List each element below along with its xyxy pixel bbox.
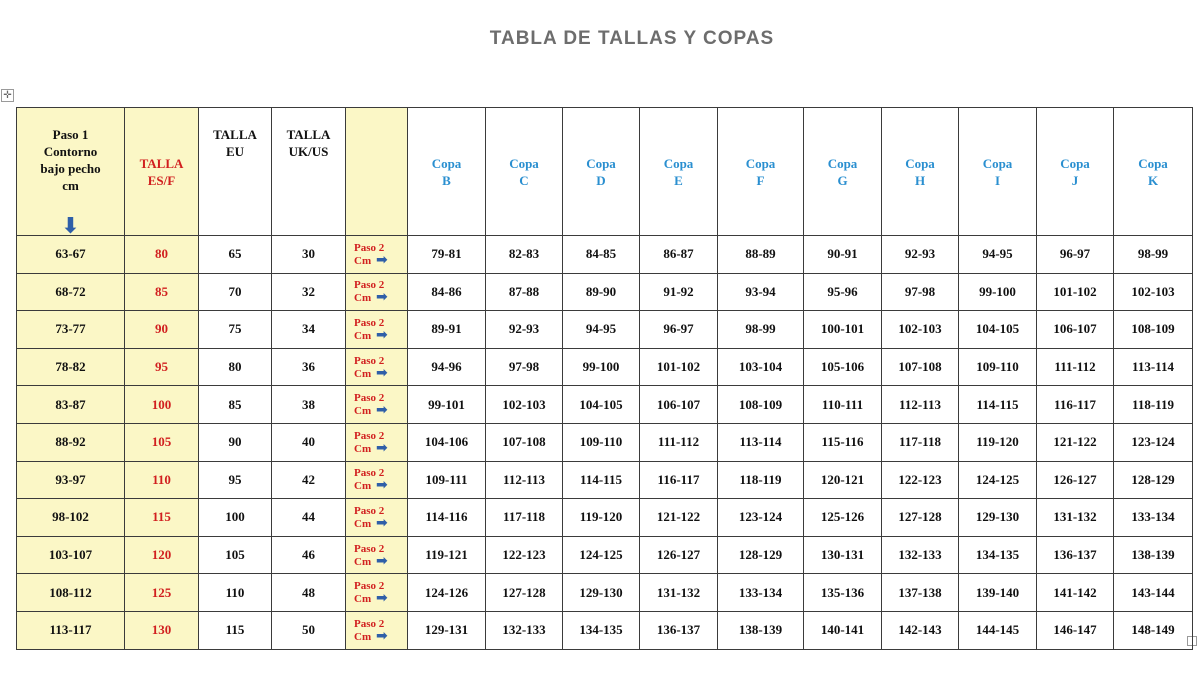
cup-cell: 87-88	[486, 273, 563, 311]
talla-eu-cell: 100	[199, 499, 272, 537]
paso2-label: Paso 2	[354, 429, 385, 442]
paso2-cm-label: Cm	[354, 480, 372, 493]
cup-cell: 144-145	[959, 611, 1037, 649]
cup-cell: 107-108	[882, 348, 959, 386]
cup-cell: 103-104	[718, 348, 804, 386]
header-contorno-label	[17, 126, 124, 194]
cup-cell: 82-83	[486, 236, 563, 274]
cup-cell: 86-87	[640, 236, 718, 274]
header-copa-label	[563, 155, 639, 189]
paso2-cm-label: Cm	[354, 517, 372, 530]
cup-cell: 102-103	[882, 311, 959, 349]
cup-cell: 108-109	[718, 386, 804, 424]
header-line: ES/F	[147, 172, 176, 188]
talla-es-cell: 110	[125, 461, 199, 499]
contorno-cell: 103-107	[17, 536, 125, 574]
cup-cell: 125-126	[804, 499, 882, 537]
cup-cell: 102-103	[486, 386, 563, 424]
cup-cell: 90-91	[804, 236, 882, 274]
cup-cell: 115-116	[804, 423, 882, 461]
cup-cell: 97-98	[486, 348, 563, 386]
header-copa-label	[882, 155, 958, 189]
paso2-cell	[346, 423, 408, 461]
header-contorno	[17, 108, 125, 239]
cup-cell: 92-93	[882, 236, 959, 274]
cup-cell: 129-131	[408, 611, 486, 649]
paso2-cell	[346, 536, 408, 574]
cup-cell: 97-98	[882, 273, 959, 311]
talla-es-cell: 95	[125, 348, 199, 386]
cup-cell: 128-129	[1114, 461, 1193, 499]
cup-cell: 117-118	[486, 499, 563, 537]
cup-cell: 123-124	[718, 499, 804, 537]
talla-uk-cell: 32	[272, 273, 346, 311]
cup-cell: 79-81	[408, 236, 486, 274]
paso2-cell	[346, 499, 408, 537]
header-copa	[1037, 108, 1114, 236]
header-copa	[959, 108, 1037, 236]
cup-cell: 128-129	[718, 536, 804, 574]
cup-cell: 89-90	[563, 273, 640, 311]
cup-cell: 106-107	[640, 386, 718, 424]
paso2-cm	[354, 552, 407, 569]
talla-eu-cell: 105	[199, 536, 272, 574]
paso2-cm-label: Cm	[354, 555, 372, 568]
header-copa-label	[1114, 155, 1192, 189]
talla-eu-cell: 85	[199, 386, 272, 424]
header-copa	[718, 108, 804, 236]
cup-cell: 99-100	[563, 348, 640, 386]
paso2-cm	[354, 627, 407, 644]
paso2-label: Paso 2	[354, 316, 385, 329]
paso2-label: Paso 2	[354, 392, 385, 405]
cup-cell: 113-114	[1114, 348, 1193, 386]
paso2-cm	[354, 404, 407, 417]
talla-eu-cell: 95	[199, 461, 272, 499]
cup-cell: 126-127	[640, 536, 718, 574]
paso2-label: Paso 2	[354, 279, 385, 292]
header-line: Copa	[982, 155, 1013, 171]
cup-cell: 123-124	[1114, 423, 1193, 461]
header-talla-es-label	[125, 155, 198, 189]
table-row	[17, 423, 1193, 461]
contorno-cell: 88-92	[17, 423, 125, 461]
header-line: bajo pecho	[40, 161, 101, 176]
cup-cell: 148-149	[1114, 611, 1193, 649]
cup-cell: 136-137	[1037, 536, 1114, 574]
cup-cell: 105-106	[804, 348, 882, 386]
paso2-label: Paso 2	[354, 467, 385, 480]
talla-es-cell: 90	[125, 311, 199, 349]
talla-eu-cell: 70	[199, 273, 272, 311]
paso2-cell	[346, 236, 408, 274]
paso2-cm-label: Cm	[354, 329, 372, 342]
cup-cell: 127-128	[882, 499, 959, 537]
header-talla-eu-label	[199, 126, 271, 160]
cup-cell: 129-130	[563, 574, 640, 612]
header-talla-es	[125, 108, 199, 236]
contorno-cell: 108-112	[17, 574, 125, 612]
cup-cell: 121-122	[640, 499, 718, 537]
cup-cell: 109-110	[563, 423, 640, 461]
talla-es-cell: 120	[125, 536, 199, 574]
table-row	[17, 311, 1193, 349]
cup-cell: 113-114	[718, 423, 804, 461]
table-row	[17, 611, 1193, 649]
header-line: C	[519, 172, 529, 188]
header-copa	[486, 108, 563, 236]
cup-cell: 133-134	[1114, 499, 1193, 537]
table-row	[17, 499, 1193, 537]
header-copa-label	[959, 155, 1036, 189]
header-line: K	[1147, 172, 1159, 188]
header-line: Copa	[745, 155, 776, 171]
right-arrow-icon: ➡	[371, 590, 388, 607]
cup-cell: 133-134	[718, 574, 804, 612]
paso2-cm-label: Cm	[354, 405, 372, 418]
table-row	[17, 348, 1193, 386]
paso2-cm-label: Cm	[354, 442, 372, 455]
paso2-label: Paso 2	[354, 354, 385, 367]
cup-cell: 140-141	[804, 611, 882, 649]
header-line: cm	[62, 178, 79, 193]
cup-cell: 109-110	[959, 348, 1037, 386]
talla-uk-cell: 34	[272, 311, 346, 349]
cup-cell: 124-126	[408, 574, 486, 612]
cup-cell: 99-100	[959, 273, 1037, 311]
cup-cell: 111-112	[640, 423, 718, 461]
contorno-cell: 63-67	[17, 236, 125, 274]
paso2-label: Paso 2	[354, 542, 385, 555]
talla-es-cell: 85	[125, 273, 199, 311]
header-line: Copa	[431, 155, 462, 171]
cup-cell: 101-102	[640, 348, 718, 386]
header-talla-uk-label	[272, 126, 345, 160]
talla-es-cell: 125	[125, 574, 199, 612]
header-copa	[882, 108, 959, 236]
header-line: EU	[225, 144, 245, 159]
cup-cell: 126-127	[1037, 461, 1114, 499]
header-line: UK/US	[288, 144, 329, 159]
cup-cell: 106-107	[1037, 311, 1114, 349]
header-line: H	[914, 172, 926, 188]
table-move-handle-icon[interactable]: ✛	[1, 89, 14, 102]
cup-cell: 117-118	[882, 423, 959, 461]
cup-cell: 84-86	[408, 273, 486, 311]
header-copa-label	[804, 155, 881, 189]
cup-cell: 93-94	[718, 273, 804, 311]
talla-es-cell: 130	[125, 611, 199, 649]
right-arrow-icon: ➡	[371, 439, 388, 456]
paso2-cm	[354, 439, 407, 456]
header-copa	[408, 108, 486, 236]
cup-cell: 102-103	[1114, 273, 1193, 311]
cup-cell: 122-123	[882, 461, 959, 499]
cup-cell: 94-96	[408, 348, 486, 386]
header-line: F	[756, 172, 765, 188]
cup-cell: 112-113	[882, 386, 959, 424]
header-row	[17, 108, 1193, 236]
cup-cell: 98-99	[1114, 236, 1193, 274]
talla-uk-cell: 46	[272, 536, 346, 574]
paso2-cm	[354, 251, 407, 268]
right-arrow-icon: ➡	[371, 289, 388, 306]
cup-cell: 84-85	[563, 236, 640, 274]
cup-cell: 99-101	[408, 386, 486, 424]
cup-cell: 127-128	[486, 574, 563, 612]
paso2-cell	[346, 348, 408, 386]
cup-cell: 98-99	[718, 311, 804, 349]
cup-cell: 107-108	[486, 423, 563, 461]
cup-cell: 114-115	[563, 461, 640, 499]
paso2-cm-label: Cm	[354, 367, 372, 380]
cup-cell: 121-122	[1037, 423, 1114, 461]
table-row	[17, 574, 1193, 612]
cup-cell: 129-130	[959, 499, 1037, 537]
header-line: E	[674, 172, 683, 188]
right-arrow-icon: ➡	[371, 477, 388, 494]
talla-uk-cell: 40	[272, 423, 346, 461]
talla-eu-cell: 75	[199, 311, 272, 349]
talla-eu-cell: 80	[199, 348, 272, 386]
cup-cell: 137-138	[882, 574, 959, 612]
talla-uk-cell: 48	[272, 574, 346, 612]
talla-uk-cell: 30	[272, 236, 346, 274]
page-title: TABLA DE TALLAS Y COPAS	[489, 28, 775, 49]
talla-uk-cell: 42	[272, 461, 346, 499]
header-line: Copa	[827, 155, 858, 171]
header-line: Copa	[586, 155, 616, 171]
talla-es-cell: 100	[125, 386, 199, 424]
header-paso2-blank	[346, 108, 408, 236]
table-row	[17, 536, 1193, 574]
header-copa	[640, 108, 718, 236]
paso2-label: Paso 2	[354, 617, 385, 630]
header-line: TALLA	[213, 127, 257, 142]
cup-cell: 120-121	[804, 461, 882, 499]
cup-cell: 96-97	[640, 311, 718, 349]
cup-cell: 92-93	[486, 311, 563, 349]
paso2-cm	[354, 592, 407, 605]
paso2-cm-label: Cm	[354, 254, 372, 267]
table-row	[17, 273, 1193, 311]
talla-es-cell: 105	[125, 423, 199, 461]
cup-cell: 138-139	[1114, 536, 1193, 574]
right-arrow-icon: ➡	[371, 402, 388, 419]
contorno-cell: 73-77	[17, 311, 125, 349]
paso2-label: Paso 2	[354, 241, 385, 254]
paso2-cm	[354, 291, 407, 304]
contorno-cell: 68-72	[17, 273, 125, 311]
cup-cell: 104-106	[408, 423, 486, 461]
right-arrow-icon: ➡	[371, 627, 388, 644]
talla-es-cell: 80	[125, 236, 199, 274]
cup-cell: 118-119	[718, 461, 804, 499]
right-arrow-icon: ➡	[371, 251, 388, 268]
cup-cell: 119-120	[563, 499, 640, 537]
paso2-cm-label: Cm	[354, 593, 372, 606]
cup-cell: 95-96	[804, 273, 882, 311]
header-copa-label	[408, 155, 485, 189]
right-arrow-icon: ➡	[371, 514, 388, 531]
paso2-cm	[354, 364, 407, 381]
paso2-cell	[346, 574, 408, 612]
cup-cell: 146-147	[1037, 611, 1114, 649]
talla-eu-cell: 65	[199, 236, 272, 274]
paso2-cell	[346, 611, 408, 649]
cup-cell: 135-136	[804, 574, 882, 612]
header-line: G	[837, 172, 848, 188]
talla-eu-cell: 110	[199, 574, 272, 612]
header-line: I	[994, 172, 1001, 188]
cup-cell: 108-109	[1114, 311, 1193, 349]
cup-cell: 132-133	[486, 611, 563, 649]
paso2-cm	[354, 326, 407, 343]
talla-es-cell: 115	[125, 499, 199, 537]
cup-cell: 96-97	[1037, 236, 1114, 274]
table-row	[17, 386, 1193, 424]
header-talla-uk	[272, 108, 346, 236]
contorno-cell: 113-117	[17, 611, 125, 649]
cup-cell: 112-113	[486, 461, 563, 499]
cup-cell: 118-119	[1114, 386, 1193, 424]
cup-cell: 122-123	[486, 536, 563, 574]
header-copa-label	[640, 155, 717, 189]
paso2-cm-label: Cm	[354, 630, 372, 643]
down-arrow-icon: ⬇	[61, 214, 80, 239]
cup-cell: 130-131	[804, 536, 882, 574]
size-table	[16, 107, 1193, 650]
cup-cell: 132-133	[882, 536, 959, 574]
header-line: TALLA	[286, 127, 331, 142]
header-copa	[804, 108, 882, 236]
talla-uk-cell: 50	[272, 611, 346, 649]
paso2-cm	[354, 479, 407, 492]
cup-cell: 131-132	[640, 574, 718, 612]
header-copa-label	[718, 155, 803, 189]
talla-uk-cell: 36	[272, 348, 346, 386]
cup-cell: 114-115	[959, 386, 1037, 424]
paso2-cell	[346, 273, 408, 311]
header-copa-label	[486, 155, 562, 189]
paso2-cm	[354, 514, 407, 531]
paso2-cell	[346, 461, 408, 499]
header-copa-label	[1037, 155, 1113, 189]
talla-uk-cell: 44	[272, 499, 346, 537]
cup-cell: 101-102	[1037, 273, 1114, 311]
cup-cell: 134-135	[563, 611, 640, 649]
cup-cell: 100-101	[804, 311, 882, 349]
header-line: Copa	[509, 155, 539, 171]
header-line: Copa	[1060, 155, 1090, 171]
header-line: Copa	[905, 155, 935, 171]
header-line: D	[596, 172, 606, 188]
table-row	[17, 461, 1193, 499]
cup-cell: 138-139	[718, 611, 804, 649]
talla-eu-cell: 115	[199, 611, 272, 649]
paso2-cell	[346, 386, 408, 424]
header-talla-eu	[199, 108, 272, 236]
header-line: Copa	[1138, 155, 1168, 171]
cup-cell: 94-95	[959, 236, 1037, 274]
cup-cell: 110-111	[804, 386, 882, 424]
contorno-cell: 83-87	[17, 386, 125, 424]
cup-cell: 124-125	[563, 536, 640, 574]
paso2-cell	[346, 311, 408, 349]
cup-cell: 104-105	[563, 386, 640, 424]
table-row	[17, 236, 1193, 274]
cup-cell: 131-132	[1037, 499, 1114, 537]
talla-uk-cell: 38	[272, 386, 346, 424]
cup-cell: 104-105	[959, 311, 1037, 349]
cup-cell: 124-125	[959, 461, 1037, 499]
contorno-cell: 78-82	[17, 348, 125, 386]
cup-cell: 94-95	[563, 311, 640, 349]
table-body	[17, 236, 1193, 650]
talla-eu-cell: 90	[199, 423, 272, 461]
contorno-cell: 93-97	[17, 461, 125, 499]
cup-cell: 136-137	[640, 611, 718, 649]
right-arrow-icon: ➡	[371, 326, 388, 343]
paso2-cm-label: Cm	[354, 292, 372, 305]
cup-cell: 116-117	[1037, 386, 1114, 424]
right-arrow-icon: ➡	[371, 364, 388, 381]
cup-cell: 91-92	[640, 273, 718, 311]
paso2-label: Paso 2	[354, 580, 385, 593]
contorno-cell: 98-102	[17, 499, 125, 537]
cup-cell: 143-144	[1114, 574, 1193, 612]
cup-cell: 119-121	[408, 536, 486, 574]
cup-cell: 89-91	[408, 311, 486, 349]
cup-cell: 109-111	[408, 461, 486, 499]
cup-cell: 116-117	[640, 461, 718, 499]
header-copa	[1114, 108, 1193, 236]
header-copa	[563, 108, 640, 236]
right-arrow-icon: ➡	[371, 552, 388, 569]
cup-cell: 114-116	[408, 499, 486, 537]
cup-cell: 139-140	[959, 574, 1037, 612]
paso2-label: Paso 2	[354, 504, 385, 517]
cup-cell: 88-89	[718, 236, 804, 274]
header-line: Paso 1	[52, 127, 89, 142]
cup-cell: 141-142	[1037, 574, 1114, 612]
cup-cell: 111-112	[1037, 348, 1114, 386]
cup-cell: 134-135	[959, 536, 1037, 574]
header-line: TALLA	[139, 155, 184, 171]
header-line: J	[1071, 172, 1079, 188]
header-line: Contorno	[43, 144, 98, 159]
cup-cell: 119-120	[959, 423, 1037, 461]
header-line: Copa	[663, 155, 694, 171]
header-line: B	[442, 172, 451, 188]
cup-cell: 142-143	[882, 611, 959, 649]
